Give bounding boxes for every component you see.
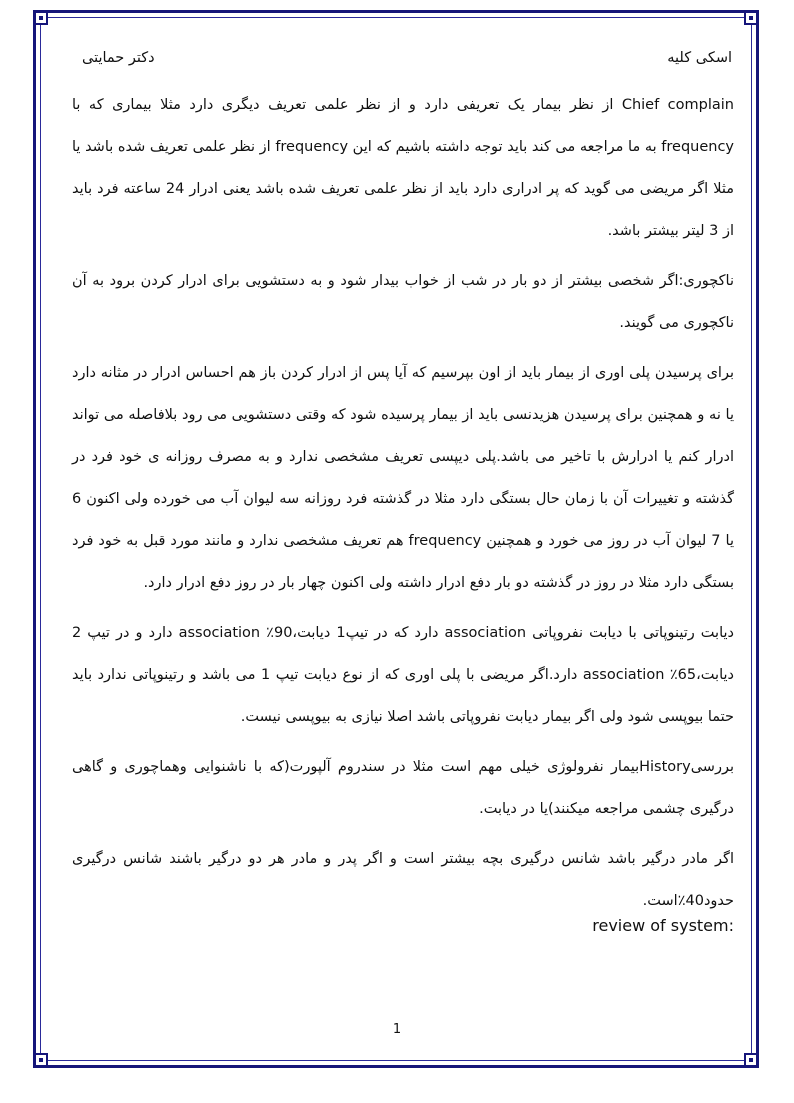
paragraph-chief-complaint: Chief complain از نظر بیمار یک تعریفی دارد و از نظر علمی تعریف دیگری دارد مثلا بیماری که با frequency به ما مراجعه می کند باید توجه داشته باشیم که این frequency از نظر علمی تعریف شده باشد یا مثلا اگر مریضی می گوید که پر ادراری دارد باید از نظر علمی تعریف شده باشد یعنی ادرار 24 ساعته فرد باید از 3 لیتر بیشتر باشد. <box>72 97 735 239</box>
paragraph-heredity: اگر مادر درگیر باشد شانس درگیری بچه بیشتر است و اگر پدر و مادر هر دو درگیر باشند شانس درگیری حدود40٪است. <box>72 851 734 909</box>
page-header <box>82 50 732 72</box>
review-of-system-heading: :review of system <box>592 916 734 935</box>
paragraph-nocturia: ناکچوری:اگر شخصی بیشتر از دو بار در شب از خواب بیدار شود و به دستشویی برای ادرار کردن برود به آن ناکچوری می گویند. <box>72 273 734 331</box>
border-corner-ornament <box>34 11 48 25</box>
header-title: اسکی کلیه <box>667 50 732 66</box>
page-number: 1 <box>392 1022 402 1037</box>
border-corner-ornament <box>744 11 758 25</box>
paragraph-diabetes: دیابت رتینوپاتی با دیابت نفروپاتی association دارد که در تیپ1 دیابت،90٪ association دارد و در تیپ 2 دیابت،65٪ association دارد.اگر مریضی با پلی اوری که از نوع دیابت تیپ 1 می باشد و رتینوپاتی ندارد باید حتما بیوپسی شود ولی اگر بیمار دیابت نفروپاتی باشد اصلا نیازی به بیوپسی نیست. <box>72 625 734 725</box>
paragraph-polyuria: برای پرسیدن پلی اوری از بیمار باید از اون بپرسیم که آیا پس از ادرار کردن باز هم احساس ادرار در مثانه دارد یا نه و همچنین برای پرسیدن هزیدنسی باید از بیمار پرسیده شود که وقتی دستشویی می رود بلافاصله می تواند ادرار کنم یا ادرارش با تاخیر می باشد.پلی دیپسی تعریف مشخصی ندارد و به مصرف روزانه ی خود فرد در گذشته و تغییرات آن با زمان حال بستگی دارد مثلا در گذشته فرد روزانه سه لیوان آب می خورده ولی اکنون 6 یا 7 لیوان آب در روز می خورد و همچنین frequency هم تعریف مشخصی ندارد و مانند مورد قبل به خود فرد بستگی دارد مثلا در روز در گذشته دو بار دفع ادرار داشته ولی اکنون چهار بار در روز دفع ادرار دارد. <box>72 365 734 591</box>
document-body <box>72 84 734 922</box>
paragraph-history: بررسیHistoryبیمار نفرولوژی خیلی مهم است مثلا در سندروم آلپورت(که با ناشنوایی وهماچوری و گاهی درگیری چشمی مراجعه میکنند)یا در دیابت. <box>72 759 734 817</box>
header-author: دکتر حمایتی <box>82 50 155 66</box>
border-corner-ornament <box>34 1053 48 1067</box>
border-corner-ornament <box>744 1053 758 1067</box>
